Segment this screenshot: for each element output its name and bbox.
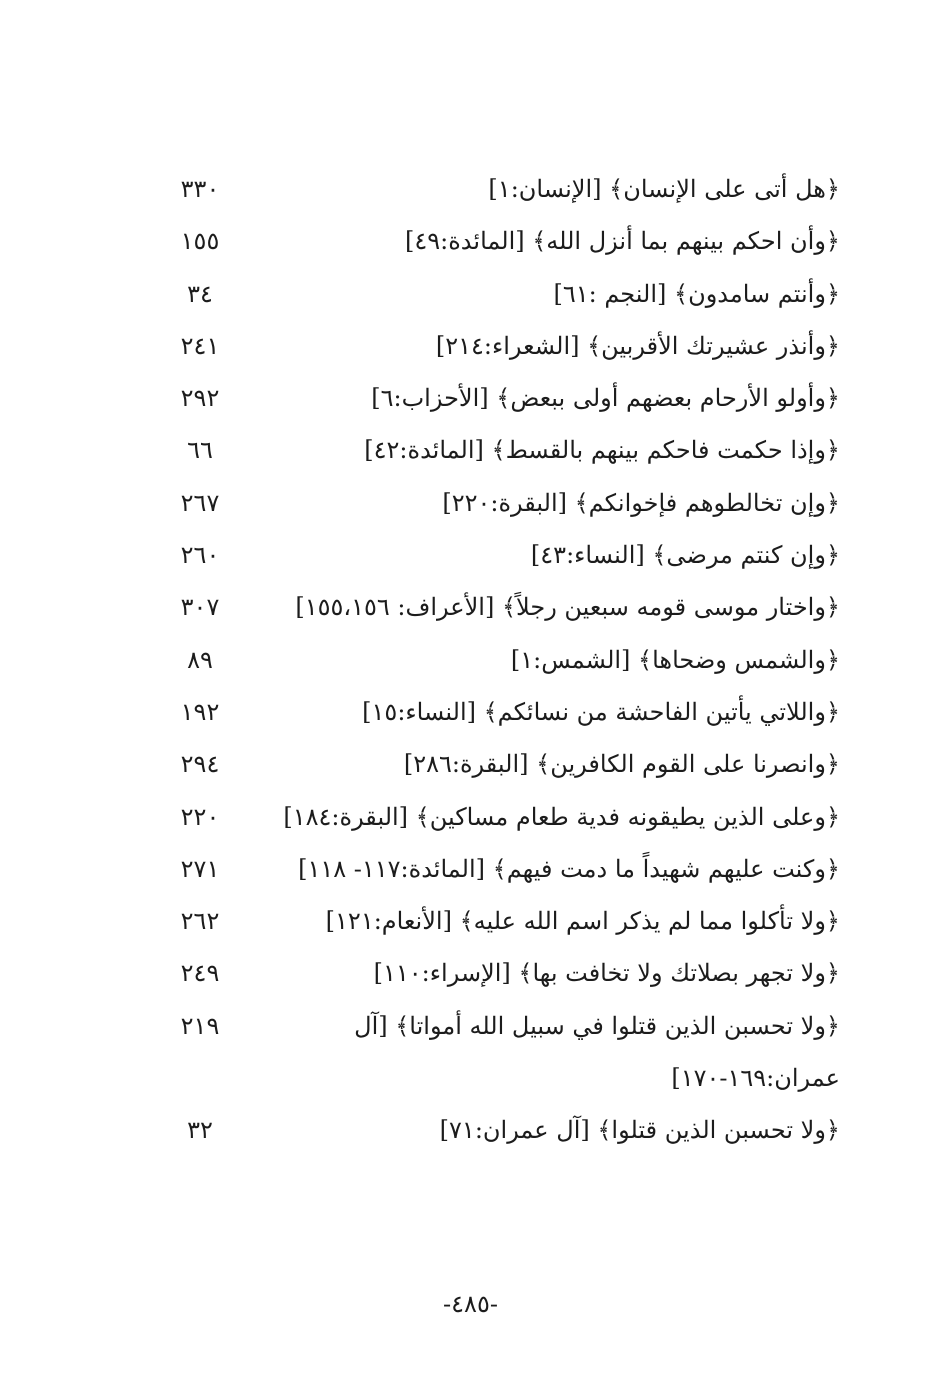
page-number: ١٥٥ [180,227,220,256]
index-entry [150,372,840,424]
index-entry [150,581,840,633]
verse-text: ﴿هل أتى على الإنسان﴾ [الإنسان:١] [488,175,840,203]
page-number: ٢٢٠ [180,802,220,831]
page-number: ٨٩ [187,645,213,674]
page-number: ٢١٩ [180,1011,220,1040]
verse-text: ﴿ولا تأكلوا مما لم يذكر اسم الله عليه﴾ [الأنعام:١٢١] [325,907,840,936]
index-entry [150,424,840,476]
verse-text: ﴿وأنذر عشيرتك الأقربين﴾ [الشعراء:٢١٤] [435,331,840,360]
page-number: ٢٩٢ [180,384,220,413]
verse-text: ﴿وكنت عليهم شهيداً ما دمت فيهم﴾ [المائدة:١١٧- ١١٨] [298,854,840,883]
page-number: ٢٦٠ [180,541,220,570]
page-number: ٣٤ [187,279,213,308]
verse-text: ﴿والشمس وضحاها﴾ [الشمس:١] [510,645,840,674]
verse-text: ﴿وإن تخالطوهم فإخوانكم﴾ [البقرة:٢٢٠] [442,488,840,517]
page-number: ٢٤١ [180,331,220,360]
verse-text: ﴿وعلى الذين يطيقونه فدية طعام مساكين﴾ [البقرة:١٨٤] [283,802,840,831]
verse-text: ﴿وأن احكم بينهم بما أنزل الله﴾ [المائدة:٤٩] [404,227,840,256]
verse-text: ﴿ولا تجهر بصلاتك ولا تخافت بها﴾ [الإسراء:١١٠] [373,959,840,988]
index-entry [150,268,840,320]
index-entry [150,738,840,790]
index-entry [150,529,840,581]
verse-text: ﴿وأولو الأرحام بعضهم أولى ببعض﴾ [الأحزاب:٦] [371,384,840,413]
index-entry [150,1104,840,1156]
verse-text: ﴿واللاتي يأتين الفاحشة من نسائكم﴾ [النساء:١٥] [362,697,840,726]
index-entry [150,1000,840,1105]
page-number: ٣٣٠ [180,175,220,203]
page-number: ٢٧١ [180,854,220,883]
index-entry [150,477,840,529]
index-entry [150,634,840,686]
verse-text: ﴿وأنتم سامدون﴾ [النجم :٦١] [553,279,840,308]
page-number: ٣٢ [187,1116,213,1145]
page-number: ٢٦٧ [180,488,220,517]
verse-text: ﴿وانصرنا على القوم الكافرين﴾ [البقرة:٢٨٦] [403,750,840,779]
index-entry [150,895,840,947]
page-number: ١٩٢ [180,697,220,726]
verse-text: ﴿وإذا حكمت فاحكم بينهم بالقسط﴾ [المائدة:٤٢] [364,436,840,465]
verse-text: ﴿ولا تحسبن الذين قتلوا﴾ [آل عمران:٧١] [439,1116,840,1145]
index-entry [150,947,840,999]
page-number: ٦٦ [187,436,213,465]
verse-text: ﴿وإن كنتم مرضى﴾ [النساء:٤٣] [530,541,840,570]
verse-text: ﴿ولا تحسبن الذين قتلوا في سبيل الله أمواتا﴾ [آل عمران:١٦٩-١٧٠] [354,1011,840,1093]
page-folio: -٤٨٥- [443,1290,498,1318]
page-number: ٣٠٧ [180,593,220,622]
index-entry [150,791,840,843]
page-number: ٢٩٤ [180,750,220,779]
index-entry [150,163,840,215]
index-entry [150,843,840,895]
verse-text: ﴿واختار موسى قومه سبعين رجلاً﴾ [الأعراف: ١٥٥،١٥٦] [295,593,840,622]
index-entry [150,320,840,372]
verse-index-list [150,163,840,1157]
page-number: ٢٦٢ [180,907,220,936]
page-number: ٢٤٩ [180,959,220,988]
index-entry [150,215,840,267]
index-entry [150,686,840,738]
